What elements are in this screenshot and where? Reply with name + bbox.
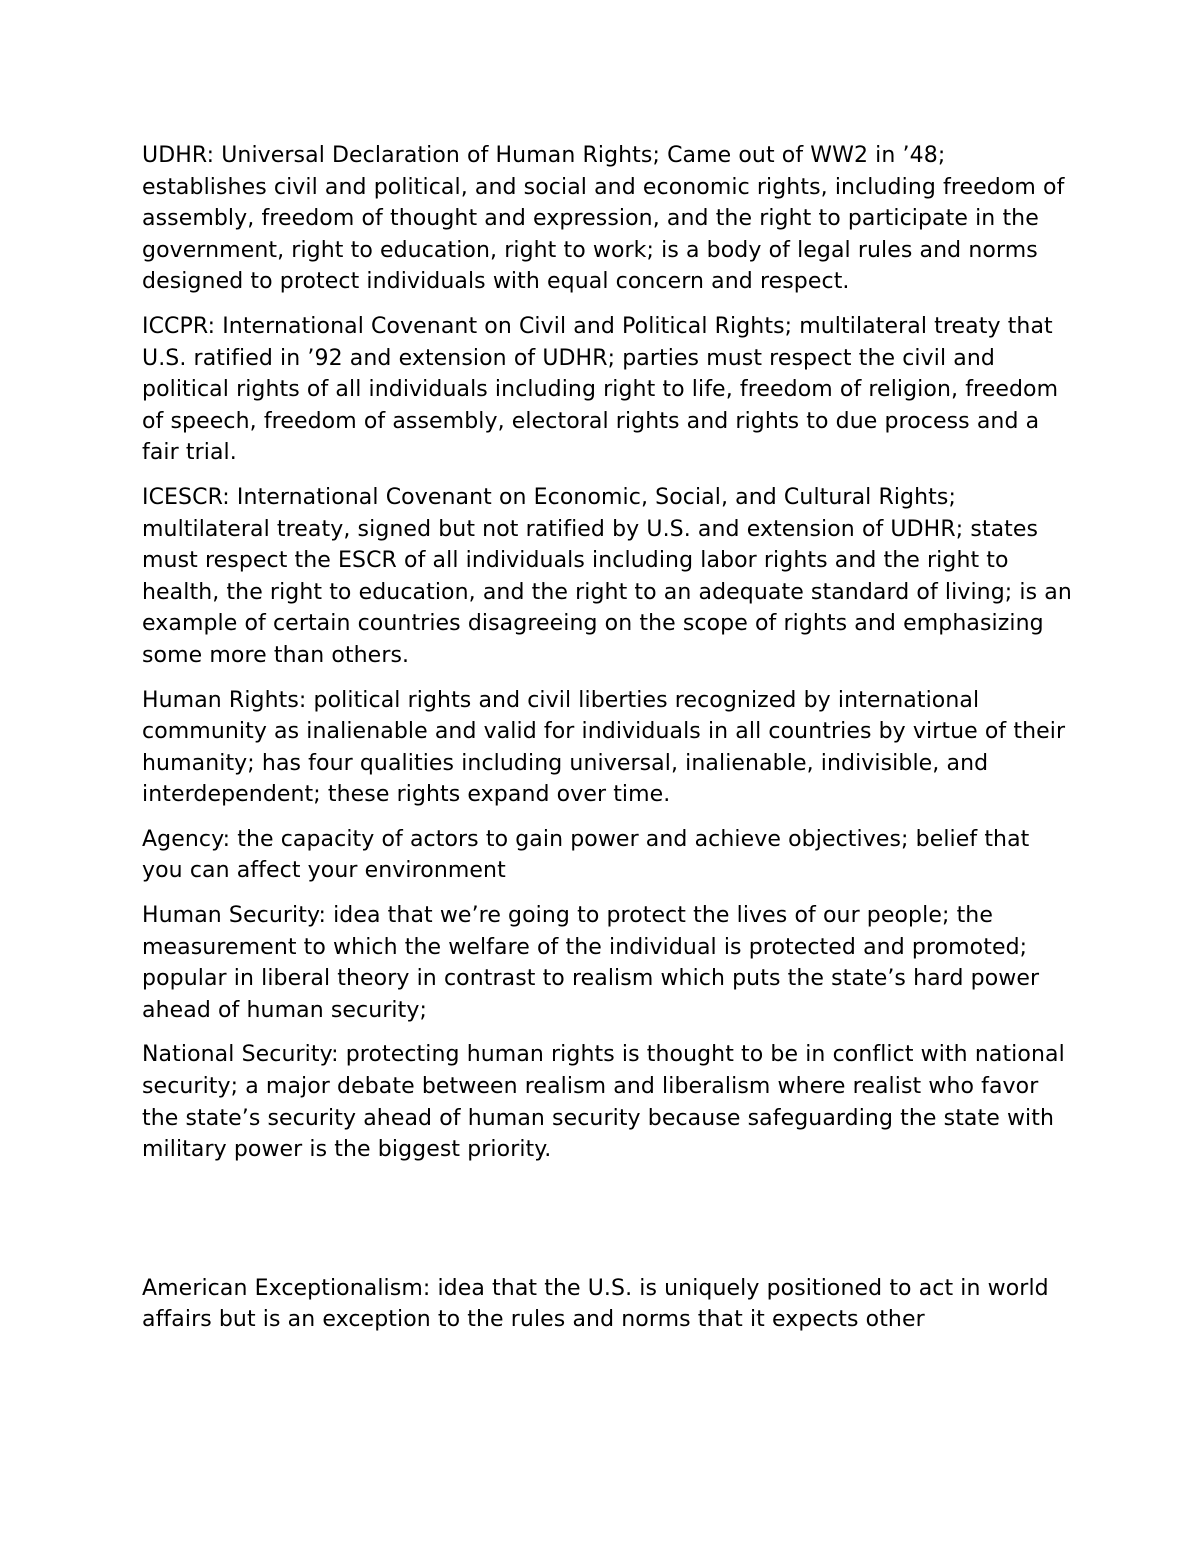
paragraph-human-rights: Human Rights: political rights and civil liberties recognized by international community as inalienable and valid for individuals in all countries by virtue of their humanity; has four qualities including universal, inalienable, indivisible, and interdependent; these rights expand over time. (142, 687, 1066, 808)
paragraph-udhr: UDHR: Universal Declaration of Human Rights; Came out of WW2 in ’48; establishes civil and political, and social and economic rights, including freedom of assembly, freedom of thought and expression, and the right to participate in the government, right to education, right to work; is a body of legal rules and norms designed to protect individuals with equal concern and respect. (142, 143, 1065, 295)
blank-space (142, 1179, 1072, 1273)
paragraph-iccpr: ICCPR: International Covenant on Civil and Political Rights; multilateral treaty that U.S. ratified in ’92 and extension of UDHR; parties must respect the civil and political rights of all individuals including right to life, freedom of religion, freedom of speech, freedom of assembly, electoral rights and rights to due process and a fair trial. (142, 313, 1059, 466)
paragraph-icescr: ICESCR: International Covenant on Economic, Social, and Cultural Rights; multilateral treaty, signed but not ratified by U.S. and extension of UDHR; states must respect the ESCR of all individuals including labor rights and the right to health, the right to education, and the right to an adequate standard of living; is an example of certain countries disagreeing on the scope of rights and emphasizing some more than others. (142, 484, 1072, 668)
paragraph-national-security: National Security: protecting human rights is thought to be in conflict with national security; a major debate between realism and liberalism where realist who favor the state’s security ahead of human security because safeguarding the state with military power is the biggest priority. (142, 1042, 1065, 1163)
paragraph-american-exceptionalism: American Exceptionalism: idea that the U.S. is uniquely positioned to act in world affairs but is an exception to the rules and norms that it expects other (142, 1275, 1049, 1333)
document-body (142, 140, 1072, 1349)
paragraph-agency: Agency: the capacity of actors to gain power and achieve objectives; belief that you can affect your environment (142, 826, 1030, 884)
paragraph-human-security: Human Security: idea that we’re going to protect the lives of our people; the measurement to which the welfare of the individual is protected and promoted; popular in liberal theory in contrast to realism which puts the state’s hard power ahead of human security; (142, 903, 1040, 1023)
